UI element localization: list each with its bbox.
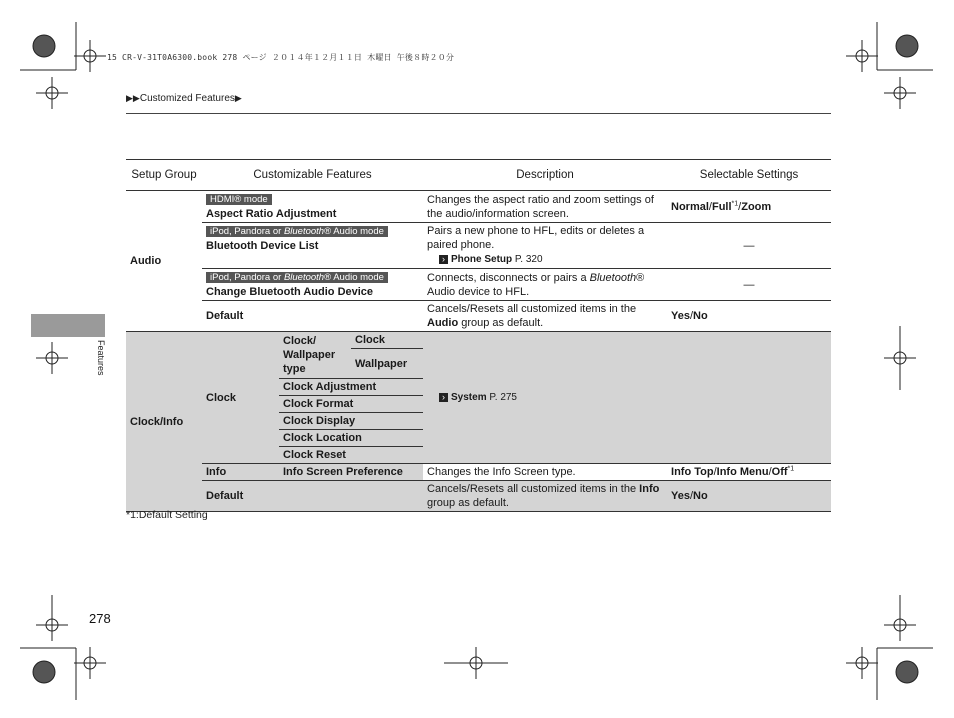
setting-option: No xyxy=(693,310,708,322)
feature-name: Default xyxy=(202,301,423,332)
footnote-marker: *1 xyxy=(787,465,795,473)
reference-page: P. 320 xyxy=(514,254,543,265)
clock-item: Clock Format xyxy=(279,396,423,413)
table-row xyxy=(126,223,831,269)
group-clock-info: Clock/Info xyxy=(126,332,202,512)
feature-cell xyxy=(202,223,423,269)
description-text: Connects, disconnects or pairs a xyxy=(427,271,590,284)
table-row xyxy=(126,332,831,349)
clock-item: Clock Adjustment xyxy=(279,379,423,396)
setting-separator: / xyxy=(768,466,772,478)
header-customizable-features: Customizable Features xyxy=(202,160,423,191)
header-setup-group: Setup Group xyxy=(126,160,202,191)
breadcrumb-tail: ▶ xyxy=(234,93,242,103)
mode-badge: HDMI® mode xyxy=(206,194,272,205)
table-header-row xyxy=(126,160,831,191)
setting-separator: / xyxy=(713,466,717,478)
page-number: 278 xyxy=(89,611,111,626)
badge-text: ® Audio mode xyxy=(324,226,384,237)
settings-cell xyxy=(667,191,831,223)
feature-cell xyxy=(202,269,423,301)
description-text: Pairs a new phone to HFL, edits or deletes a paired phone. xyxy=(427,225,645,251)
feature-clock: Clock xyxy=(206,391,236,404)
reference-label: System xyxy=(451,392,487,403)
setting-option: Zoom xyxy=(741,200,772,213)
settings-cell: — xyxy=(667,269,831,301)
settings-cell xyxy=(667,301,831,332)
description-text: Cancels/Resets all customized items in the xyxy=(427,303,637,315)
table-row xyxy=(126,269,831,301)
description-text: Audio xyxy=(427,317,459,329)
table-row xyxy=(126,464,831,481)
table-row xyxy=(126,481,831,512)
section-tab xyxy=(31,314,105,337)
description-text: group as default. xyxy=(427,497,509,509)
setting-option: No xyxy=(693,490,708,502)
badge-text: ® Audio mode xyxy=(324,272,384,283)
description-text: Info xyxy=(639,483,660,495)
wallpaper-option-wallpaper: Wallpaper xyxy=(355,357,408,370)
mode-badge xyxy=(206,226,388,237)
description-cell: Changes the aspect ratio and zoom settings of the audio/information screen. xyxy=(423,191,667,223)
badge-text: iPod, Pandora or xyxy=(210,226,284,237)
description-text: ® Audio device to HFL. xyxy=(427,271,645,298)
table-row xyxy=(126,301,831,332)
feature-name: Bluetooth Device List xyxy=(206,240,319,252)
page-reference[interactable] xyxy=(427,254,543,265)
description-cell: Changes the Info Screen type. xyxy=(423,464,667,481)
badge-text: Bluetooth xyxy=(283,272,325,283)
clock-item: Clock Display xyxy=(279,413,423,430)
setting-separator: / xyxy=(689,310,694,322)
table-row xyxy=(126,191,831,223)
setting-option: Yes xyxy=(671,310,690,322)
mode-badge xyxy=(206,272,388,283)
settings-cell xyxy=(667,481,831,512)
feature-name: Change Bluetooth Audio Device xyxy=(206,286,374,298)
setting-option: Full xyxy=(711,200,732,213)
breadcrumb-label: Customized Features xyxy=(139,93,235,104)
description-cell xyxy=(423,269,667,301)
feature-name: Aspect Ratio Adjustment xyxy=(206,208,337,220)
group-audio: Audio xyxy=(126,191,202,332)
header-divider xyxy=(126,113,831,114)
setting-separator: / xyxy=(689,490,694,502)
feature-info: Info xyxy=(202,464,279,481)
breadcrumb-arrows: ▶▶ xyxy=(126,93,140,103)
description-text: Bluetooth xyxy=(589,271,637,284)
info-screen-preference: Info Screen Preference xyxy=(279,464,423,481)
setting-option: Normal xyxy=(671,200,709,213)
feature-cell xyxy=(202,191,423,223)
settings-cell xyxy=(667,464,831,481)
clock-item: Clock Reset xyxy=(279,447,423,464)
section-label: Features xyxy=(96,340,106,376)
setting-separator: / xyxy=(738,200,742,213)
description-cell xyxy=(423,301,667,332)
wallpaper-option-clock: Clock xyxy=(351,332,423,349)
setting-option: Info Top xyxy=(671,466,714,478)
badge-text: Bluetooth xyxy=(283,226,325,237)
setting-option: Off xyxy=(771,466,788,478)
settings-cell: — xyxy=(667,223,831,269)
badge-text: iPod, Pandora or xyxy=(210,272,284,283)
setting-option: Info Menu xyxy=(716,466,769,478)
clock-item: Clock Location xyxy=(279,430,423,447)
reference-arrow-icon: › xyxy=(439,393,448,402)
reference-label: Phone Setup xyxy=(451,254,513,265)
breadcrumb xyxy=(126,93,242,104)
description-cell xyxy=(423,332,667,464)
print-header: 15 CR-V-31T0A6300.book 278 ページ ２０１４年１２月１１日 木曜日 午後８時２０分 xyxy=(107,53,455,62)
header-description: Description xyxy=(423,160,667,191)
settings-cell xyxy=(667,332,831,464)
wallpaper-type-label: Clock/ Wallpaper type xyxy=(283,335,336,375)
header-selectable-settings: Selectable Settings xyxy=(667,160,831,191)
description-text: group as default. xyxy=(458,317,544,329)
footnote-marker: *1 xyxy=(731,199,739,207)
reference-page: P. 275 xyxy=(489,392,517,403)
footnote: *1:Default Setting xyxy=(126,509,208,521)
setting-option: Yes xyxy=(671,490,690,502)
customizable-features-table xyxy=(126,159,831,512)
feature-name: Default xyxy=(202,481,423,512)
description-cell xyxy=(423,223,667,269)
setting-separator: / xyxy=(708,200,712,213)
page-reference[interactable] xyxy=(427,392,517,403)
reference-arrow-icon: › xyxy=(439,255,448,264)
description-cell xyxy=(423,481,667,512)
description-text: Cancels/Resets all customized items in the xyxy=(427,483,640,495)
